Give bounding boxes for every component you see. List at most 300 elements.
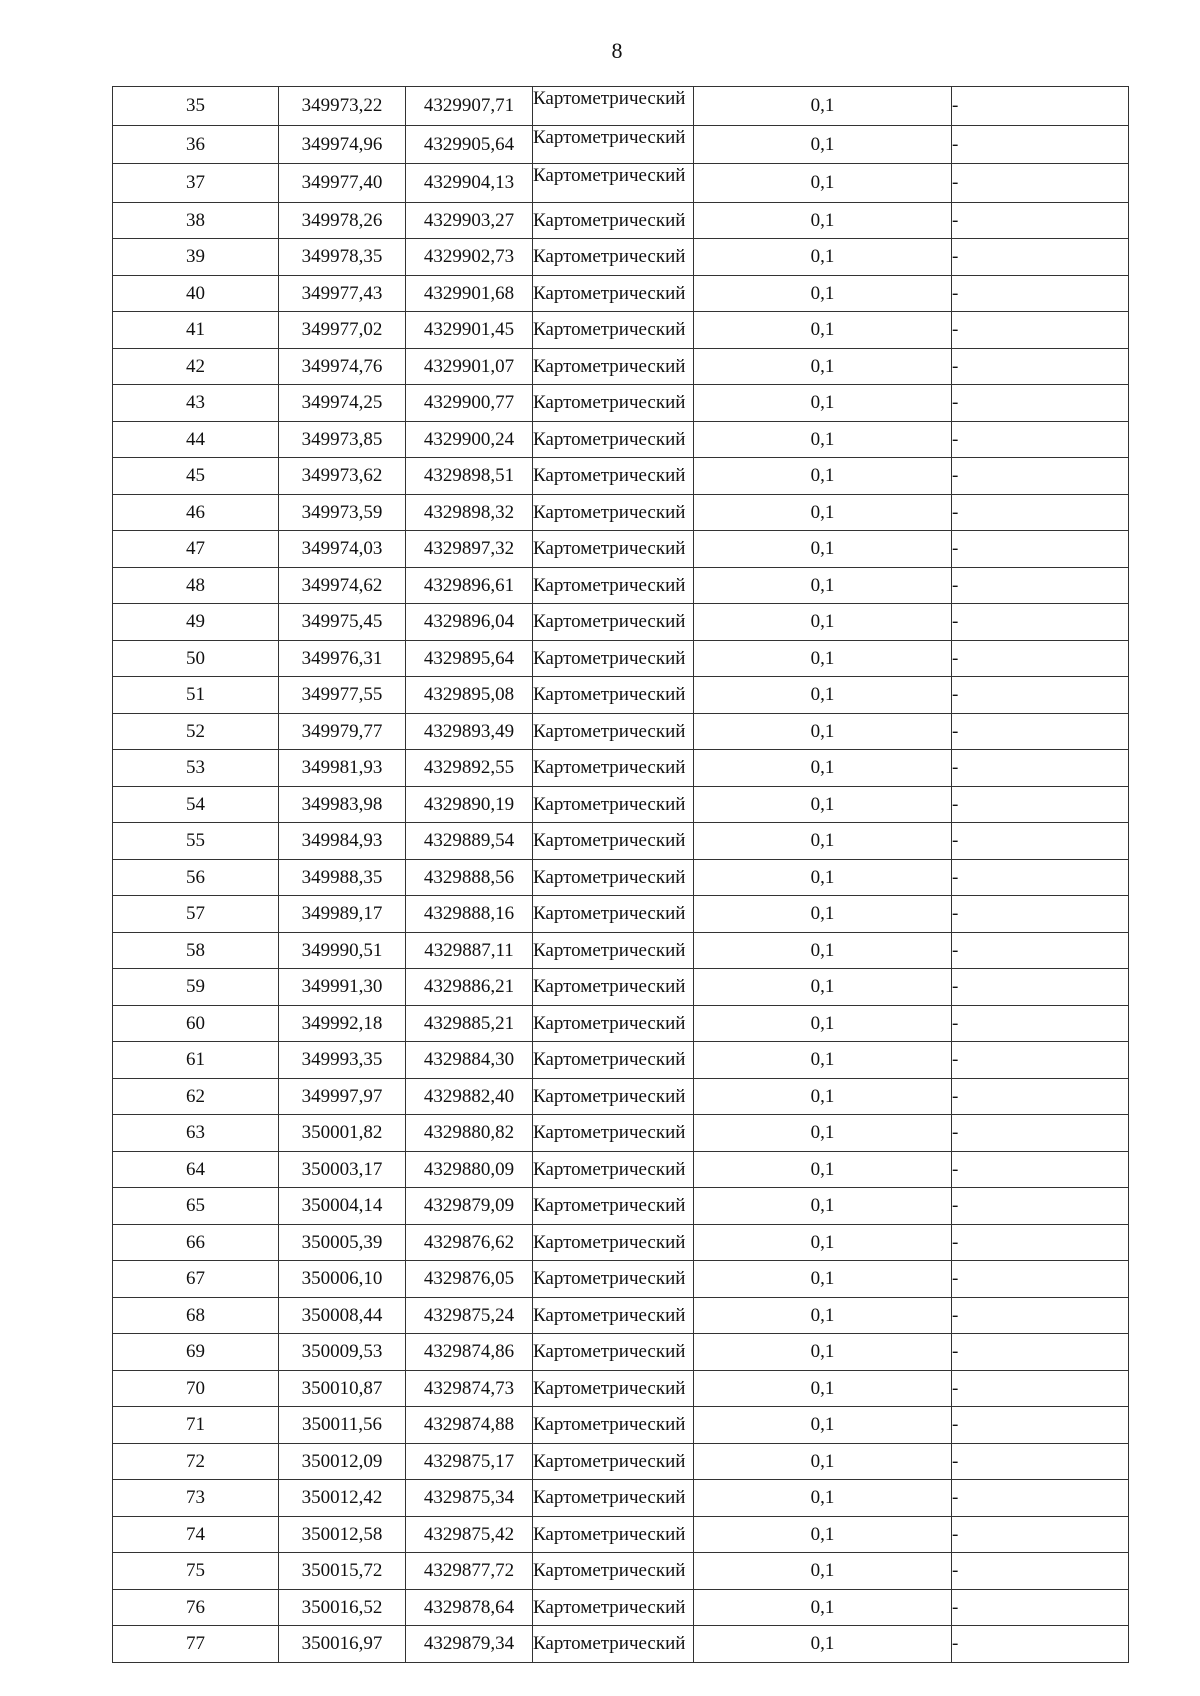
description-cell: -	[952, 969, 1129, 1006]
accuracy-cell: 0,1	[694, 1188, 952, 1225]
y-coordinate-cell: 4329898,32	[406, 494, 533, 531]
point-number-cell: 39	[113, 239, 279, 276]
x-coordinate-cell: 349974,96	[279, 125, 406, 164]
y-coordinate-cell: 4329874,88	[406, 1407, 533, 1444]
table-row	[113, 640, 1129, 677]
point-number-cell: 45	[113, 458, 279, 495]
description-cell: -	[952, 567, 1129, 604]
point-number-cell: 47	[113, 531, 279, 568]
description-cell: -	[952, 164, 1129, 203]
point-number-cell: 73	[113, 1480, 279, 1517]
y-coordinate-cell: 4329897,32	[406, 531, 533, 568]
method-cell: Картометрический	[533, 1115, 694, 1152]
accuracy-cell: 0,1	[694, 786, 952, 823]
accuracy-cell: 0,1	[694, 1370, 952, 1407]
accuracy-cell: 0,1	[694, 1042, 952, 1079]
x-coordinate-cell: 350012,42	[279, 1480, 406, 1517]
method-cell: Картометрический	[533, 494, 694, 531]
x-coordinate-cell: 349997,97	[279, 1078, 406, 1115]
accuracy-cell: 0,1	[694, 1553, 952, 1590]
x-coordinate-cell: 349978,35	[279, 239, 406, 276]
table-row	[113, 1626, 1129, 1663]
x-coordinate-cell: 349977,40	[279, 164, 406, 203]
description-cell: -	[952, 1005, 1129, 1042]
x-coordinate-cell: 349979,77	[279, 713, 406, 750]
x-coordinate-cell: 349989,17	[279, 896, 406, 933]
description-cell: -	[952, 1626, 1129, 1663]
y-coordinate-cell: 4329902,73	[406, 239, 533, 276]
accuracy-cell: 0,1	[694, 750, 952, 787]
description-cell: -	[952, 604, 1129, 641]
accuracy-cell: 0,1	[694, 1626, 952, 1663]
x-coordinate-cell: 349993,35	[279, 1042, 406, 1079]
method-cell: Картометрический	[533, 786, 694, 823]
description-cell: -	[952, 312, 1129, 349]
description-cell: -	[952, 1115, 1129, 1152]
description-cell: -	[952, 202, 1129, 239]
description-cell: -	[952, 239, 1129, 276]
accuracy-cell: 0,1	[694, 202, 952, 239]
accuracy-cell: 0,1	[694, 312, 952, 349]
table-row	[113, 385, 1129, 422]
method-cell: Картометрический	[533, 1188, 694, 1225]
x-coordinate-cell: 350010,87	[279, 1370, 406, 1407]
y-coordinate-cell: 4329901,45	[406, 312, 533, 349]
table-row	[113, 421, 1129, 458]
x-coordinate-cell: 349974,25	[279, 385, 406, 422]
table-row	[113, 896, 1129, 933]
accuracy-cell: 0,1	[694, 1516, 952, 1553]
x-coordinate-cell: 349988,35	[279, 859, 406, 896]
method-cell: Картометрический	[533, 713, 694, 750]
coordinates-table-body	[113, 87, 1129, 1663]
y-coordinate-cell: 4329896,61	[406, 567, 533, 604]
description-cell: -	[952, 750, 1129, 787]
y-coordinate-cell: 4329905,64	[406, 125, 533, 164]
point-number-cell: 60	[113, 1005, 279, 1042]
y-coordinate-cell: 4329896,04	[406, 604, 533, 641]
y-coordinate-cell: 4329884,30	[406, 1042, 533, 1079]
description-cell: -	[952, 1334, 1129, 1371]
description-cell: -	[952, 1297, 1129, 1334]
coordinates-table	[112, 86, 1129, 1663]
point-number-cell: 63	[113, 1115, 279, 1152]
table-row	[113, 494, 1129, 531]
point-number-cell: 40	[113, 275, 279, 312]
point-number-cell: 44	[113, 421, 279, 458]
accuracy-cell: 0,1	[694, 164, 952, 203]
method-cell: Картометрический	[533, 348, 694, 385]
y-coordinate-cell: 4329895,08	[406, 677, 533, 714]
table-row	[113, 1297, 1129, 1334]
x-coordinate-cell: 349974,03	[279, 531, 406, 568]
y-coordinate-cell: 4329901,68	[406, 275, 533, 312]
point-number-cell: 76	[113, 1589, 279, 1626]
description-cell: -	[952, 348, 1129, 385]
y-coordinate-cell: 4329878,64	[406, 1589, 533, 1626]
table-row	[113, 969, 1129, 1006]
point-number-cell: 72	[113, 1443, 279, 1480]
method-cell: Картометрический	[533, 1151, 694, 1188]
x-coordinate-cell: 349991,30	[279, 969, 406, 1006]
table-row	[113, 1078, 1129, 1115]
description-cell: -	[952, 421, 1129, 458]
method-cell: Картометрический	[533, 239, 694, 276]
point-number-cell: 58	[113, 932, 279, 969]
table-row	[113, 1005, 1129, 1042]
table-row	[113, 1480, 1129, 1517]
description-cell: -	[952, 1553, 1129, 1590]
y-coordinate-cell: 4329892,55	[406, 750, 533, 787]
point-number-cell: 74	[113, 1516, 279, 1553]
method-cell: Картометрический	[533, 750, 694, 787]
x-coordinate-cell: 350008,44	[279, 1297, 406, 1334]
y-coordinate-cell: 4329898,51	[406, 458, 533, 495]
y-coordinate-cell: 4329888,16	[406, 896, 533, 933]
accuracy-cell: 0,1	[694, 87, 952, 126]
description-cell: -	[952, 1589, 1129, 1626]
point-number-cell: 55	[113, 823, 279, 860]
table-row	[113, 1407, 1129, 1444]
description-cell: -	[952, 1443, 1129, 1480]
y-coordinate-cell: 4329900,77	[406, 385, 533, 422]
x-coordinate-cell: 350015,72	[279, 1553, 406, 1590]
y-coordinate-cell: 4329888,56	[406, 859, 533, 896]
accuracy-cell: 0,1	[694, 1078, 952, 1115]
accuracy-cell: 0,1	[694, 604, 952, 641]
description-cell: -	[952, 713, 1129, 750]
y-coordinate-cell: 4329879,34	[406, 1626, 533, 1663]
point-number-cell: 66	[113, 1224, 279, 1261]
method-cell: Картометрический	[533, 677, 694, 714]
accuracy-cell: 0,1	[694, 969, 952, 1006]
method-cell: Картометрический	[533, 1370, 694, 1407]
accuracy-cell: 0,1	[694, 239, 952, 276]
page-number: 8	[611, 38, 623, 63]
x-coordinate-cell: 350012,09	[279, 1443, 406, 1480]
table-row	[113, 1589, 1129, 1626]
description-cell: -	[952, 275, 1129, 312]
x-coordinate-cell: 349977,02	[279, 312, 406, 349]
table-row	[113, 348, 1129, 385]
method-cell: Картометрический	[533, 1224, 694, 1261]
accuracy-cell: 0,1	[694, 1480, 952, 1517]
table-row	[113, 932, 1129, 969]
x-coordinate-cell: 349978,26	[279, 202, 406, 239]
point-number-cell: 56	[113, 859, 279, 896]
description-cell: -	[952, 932, 1129, 969]
x-coordinate-cell: 350012,58	[279, 1516, 406, 1553]
x-coordinate-cell: 349974,76	[279, 348, 406, 385]
method-cell: Картометрический	[533, 1297, 694, 1334]
method-cell: Картометрический	[533, 1516, 694, 1553]
point-number-cell: 75	[113, 1553, 279, 1590]
method-cell: Картометрический	[533, 458, 694, 495]
point-number-cell: 71	[113, 1407, 279, 1444]
point-number-cell: 36	[113, 125, 279, 164]
method-cell: Картометрический	[533, 385, 694, 422]
accuracy-cell: 0,1	[694, 125, 952, 164]
x-coordinate-cell: 349976,31	[279, 640, 406, 677]
method-cell: Картометрический	[533, 1443, 694, 1480]
table-row	[113, 1151, 1129, 1188]
y-coordinate-cell: 4329889,54	[406, 823, 533, 860]
x-coordinate-cell: 349973,85	[279, 421, 406, 458]
x-coordinate-cell: 349977,43	[279, 275, 406, 312]
x-coordinate-cell: 350005,39	[279, 1224, 406, 1261]
method-cell: Картометрический	[533, 1480, 694, 1517]
y-coordinate-cell: 4329876,05	[406, 1261, 533, 1298]
point-number-cell: 46	[113, 494, 279, 531]
table-row	[113, 1115, 1129, 1152]
point-number-cell: 64	[113, 1151, 279, 1188]
description-cell: -	[952, 1188, 1129, 1225]
accuracy-cell: 0,1	[694, 348, 952, 385]
method-cell: Картометрический	[533, 202, 694, 239]
point-number-cell: 35	[113, 87, 279, 126]
method-cell: Картометрический	[533, 640, 694, 677]
table-row	[113, 531, 1129, 568]
x-coordinate-cell: 350006,10	[279, 1261, 406, 1298]
table-row	[113, 567, 1129, 604]
point-number-cell: 37	[113, 164, 279, 203]
y-coordinate-cell: 4329895,64	[406, 640, 533, 677]
y-coordinate-cell: 4329875,42	[406, 1516, 533, 1553]
y-coordinate-cell: 4329900,24	[406, 421, 533, 458]
point-number-cell: 68	[113, 1297, 279, 1334]
method-cell: Картометрический	[533, 604, 694, 641]
accuracy-cell: 0,1	[694, 531, 952, 568]
table-row	[113, 312, 1129, 349]
point-number-cell: 67	[113, 1261, 279, 1298]
x-coordinate-cell: 349973,22	[279, 87, 406, 126]
point-number-cell: 69	[113, 1334, 279, 1371]
table-row	[113, 1553, 1129, 1590]
description-cell: -	[952, 1224, 1129, 1261]
y-coordinate-cell: 4329887,11	[406, 932, 533, 969]
method-cell: Картометрический	[533, 1042, 694, 1079]
x-coordinate-cell: 350003,17	[279, 1151, 406, 1188]
y-coordinate-cell: 4329903,27	[406, 202, 533, 239]
table-row	[113, 239, 1129, 276]
y-coordinate-cell: 4329893,49	[406, 713, 533, 750]
table-row	[113, 164, 1129, 203]
method-cell: Картометрический	[533, 1005, 694, 1042]
method-cell: Картометрический	[533, 567, 694, 604]
description-cell: -	[952, 1042, 1129, 1079]
y-coordinate-cell: 4329882,40	[406, 1078, 533, 1115]
description-cell: -	[952, 786, 1129, 823]
x-coordinate-cell: 350001,82	[279, 1115, 406, 1152]
y-coordinate-cell: 4329874,73	[406, 1370, 533, 1407]
x-coordinate-cell: 349990,51	[279, 932, 406, 969]
description-cell: -	[952, 125, 1129, 164]
description-cell: -	[952, 896, 1129, 933]
point-number-cell: 57	[113, 896, 279, 933]
method-cell: Картометрический	[533, 1589, 694, 1626]
description-cell: -	[952, 1407, 1129, 1444]
x-coordinate-cell: 350009,53	[279, 1334, 406, 1371]
method-cell: Картометрический	[533, 1626, 694, 1663]
method-cell: Картометрический	[533, 823, 694, 860]
accuracy-cell: 0,1	[694, 458, 952, 495]
description-cell: -	[952, 1480, 1129, 1517]
table-row	[113, 1188, 1129, 1225]
point-number-cell: 52	[113, 713, 279, 750]
table-row	[113, 859, 1129, 896]
point-number-cell: 42	[113, 348, 279, 385]
method-cell: Картометрический	[533, 87, 694, 126]
point-number-cell: 49	[113, 604, 279, 641]
method-cell: Картометрический	[533, 1407, 694, 1444]
accuracy-cell: 0,1	[694, 823, 952, 860]
accuracy-cell: 0,1	[694, 896, 952, 933]
accuracy-cell: 0,1	[694, 859, 952, 896]
description-cell: -	[952, 677, 1129, 714]
method-cell: Картометрический	[533, 1334, 694, 1371]
table-row	[113, 677, 1129, 714]
method-cell: Картометрический	[533, 1078, 694, 1115]
x-coordinate-cell: 350004,14	[279, 1188, 406, 1225]
point-number-cell: 54	[113, 786, 279, 823]
table-row	[113, 1334, 1129, 1371]
x-coordinate-cell: 349984,93	[279, 823, 406, 860]
table-row	[113, 1516, 1129, 1553]
point-number-cell: 77	[113, 1626, 279, 1663]
table-row	[113, 458, 1129, 495]
description-cell: -	[952, 640, 1129, 677]
accuracy-cell: 0,1	[694, 1407, 952, 1444]
method-cell: Картометрический	[533, 1261, 694, 1298]
point-number-cell: 43	[113, 385, 279, 422]
table-row	[113, 604, 1129, 641]
description-cell: -	[952, 823, 1129, 860]
x-coordinate-cell: 349981,93	[279, 750, 406, 787]
method-cell: Картометрический	[533, 164, 694, 203]
x-coordinate-cell: 349992,18	[279, 1005, 406, 1042]
x-coordinate-cell: 349975,45	[279, 604, 406, 641]
accuracy-cell: 0,1	[694, 932, 952, 969]
accuracy-cell: 0,1	[694, 1334, 952, 1371]
y-coordinate-cell: 4329880,82	[406, 1115, 533, 1152]
table-row	[113, 1224, 1129, 1261]
method-cell: Картометрический	[533, 1553, 694, 1590]
accuracy-cell: 0,1	[694, 494, 952, 531]
method-cell: Картометрический	[533, 421, 694, 458]
y-coordinate-cell: 4329886,21	[406, 969, 533, 1006]
method-cell: Картометрический	[533, 125, 694, 164]
accuracy-cell: 0,1	[694, 1297, 952, 1334]
point-number-cell: 62	[113, 1078, 279, 1115]
y-coordinate-cell: 4329890,19	[406, 786, 533, 823]
point-number-cell: 41	[113, 312, 279, 349]
method-cell: Картометрический	[533, 932, 694, 969]
table-row	[113, 1443, 1129, 1480]
table-row	[113, 786, 1129, 823]
y-coordinate-cell: 4329885,21	[406, 1005, 533, 1042]
point-number-cell: 70	[113, 1370, 279, 1407]
accuracy-cell: 0,1	[694, 421, 952, 458]
description-cell: -	[952, 1370, 1129, 1407]
y-coordinate-cell: 4329901,07	[406, 348, 533, 385]
x-coordinate-cell: 350011,56	[279, 1407, 406, 1444]
method-cell: Картометрический	[533, 275, 694, 312]
point-number-cell: 59	[113, 969, 279, 1006]
description-cell: -	[952, 494, 1129, 531]
point-number-cell: 50	[113, 640, 279, 677]
accuracy-cell: 0,1	[694, 1261, 952, 1298]
table-row	[113, 1261, 1129, 1298]
accuracy-cell: 0,1	[694, 1151, 952, 1188]
table-row	[113, 750, 1129, 787]
table-row	[113, 1042, 1129, 1079]
table-row	[113, 125, 1129, 164]
description-cell: -	[952, 1261, 1129, 1298]
x-coordinate-cell: 349977,55	[279, 677, 406, 714]
accuracy-cell: 0,1	[694, 1589, 952, 1626]
description-cell: -	[952, 87, 1129, 126]
y-coordinate-cell: 4329877,72	[406, 1553, 533, 1590]
table-row	[113, 275, 1129, 312]
accuracy-cell: 0,1	[694, 677, 952, 714]
y-coordinate-cell: 4329879,09	[406, 1188, 533, 1225]
accuracy-cell: 0,1	[694, 640, 952, 677]
description-cell: -	[952, 458, 1129, 495]
description-cell: -	[952, 1151, 1129, 1188]
method-cell: Картометрический	[533, 531, 694, 568]
description-cell: -	[952, 531, 1129, 568]
accuracy-cell: 0,1	[694, 1005, 952, 1042]
accuracy-cell: 0,1	[694, 385, 952, 422]
table-row	[113, 87, 1129, 126]
table-row	[113, 823, 1129, 860]
point-number-cell: 61	[113, 1042, 279, 1079]
accuracy-cell: 0,1	[694, 1115, 952, 1152]
x-coordinate-cell: 349973,62	[279, 458, 406, 495]
point-number-cell: 53	[113, 750, 279, 787]
y-coordinate-cell: 4329907,71	[406, 87, 533, 126]
description-cell: -	[952, 1078, 1129, 1115]
point-number-cell: 65	[113, 1188, 279, 1225]
y-coordinate-cell: 4329875,34	[406, 1480, 533, 1517]
accuracy-cell: 0,1	[694, 567, 952, 604]
x-coordinate-cell: 350016,52	[279, 1589, 406, 1626]
description-cell: -	[952, 859, 1129, 896]
x-coordinate-cell: 349973,59	[279, 494, 406, 531]
table-row	[113, 202, 1129, 239]
accuracy-cell: 0,1	[694, 275, 952, 312]
y-coordinate-cell: 4329880,09	[406, 1151, 533, 1188]
method-cell: Картометрический	[533, 859, 694, 896]
x-coordinate-cell: 349983,98	[279, 786, 406, 823]
point-number-cell: 38	[113, 202, 279, 239]
accuracy-cell: 0,1	[694, 1224, 952, 1261]
y-coordinate-cell: 4329904,13	[406, 164, 533, 203]
description-cell: -	[952, 1516, 1129, 1553]
method-cell: Картометрический	[533, 896, 694, 933]
point-number-cell: 51	[113, 677, 279, 714]
description-cell: -	[952, 385, 1129, 422]
point-number-cell: 48	[113, 567, 279, 604]
y-coordinate-cell: 4329875,17	[406, 1443, 533, 1480]
x-coordinate-cell: 350016,97	[279, 1626, 406, 1663]
method-cell: Картометрический	[533, 312, 694, 349]
y-coordinate-cell: 4329874,86	[406, 1334, 533, 1371]
method-cell: Картометрический	[533, 969, 694, 1006]
y-coordinate-cell: 4329875,24	[406, 1297, 533, 1334]
y-coordinate-cell: 4329876,62	[406, 1224, 533, 1261]
table-row	[113, 713, 1129, 750]
